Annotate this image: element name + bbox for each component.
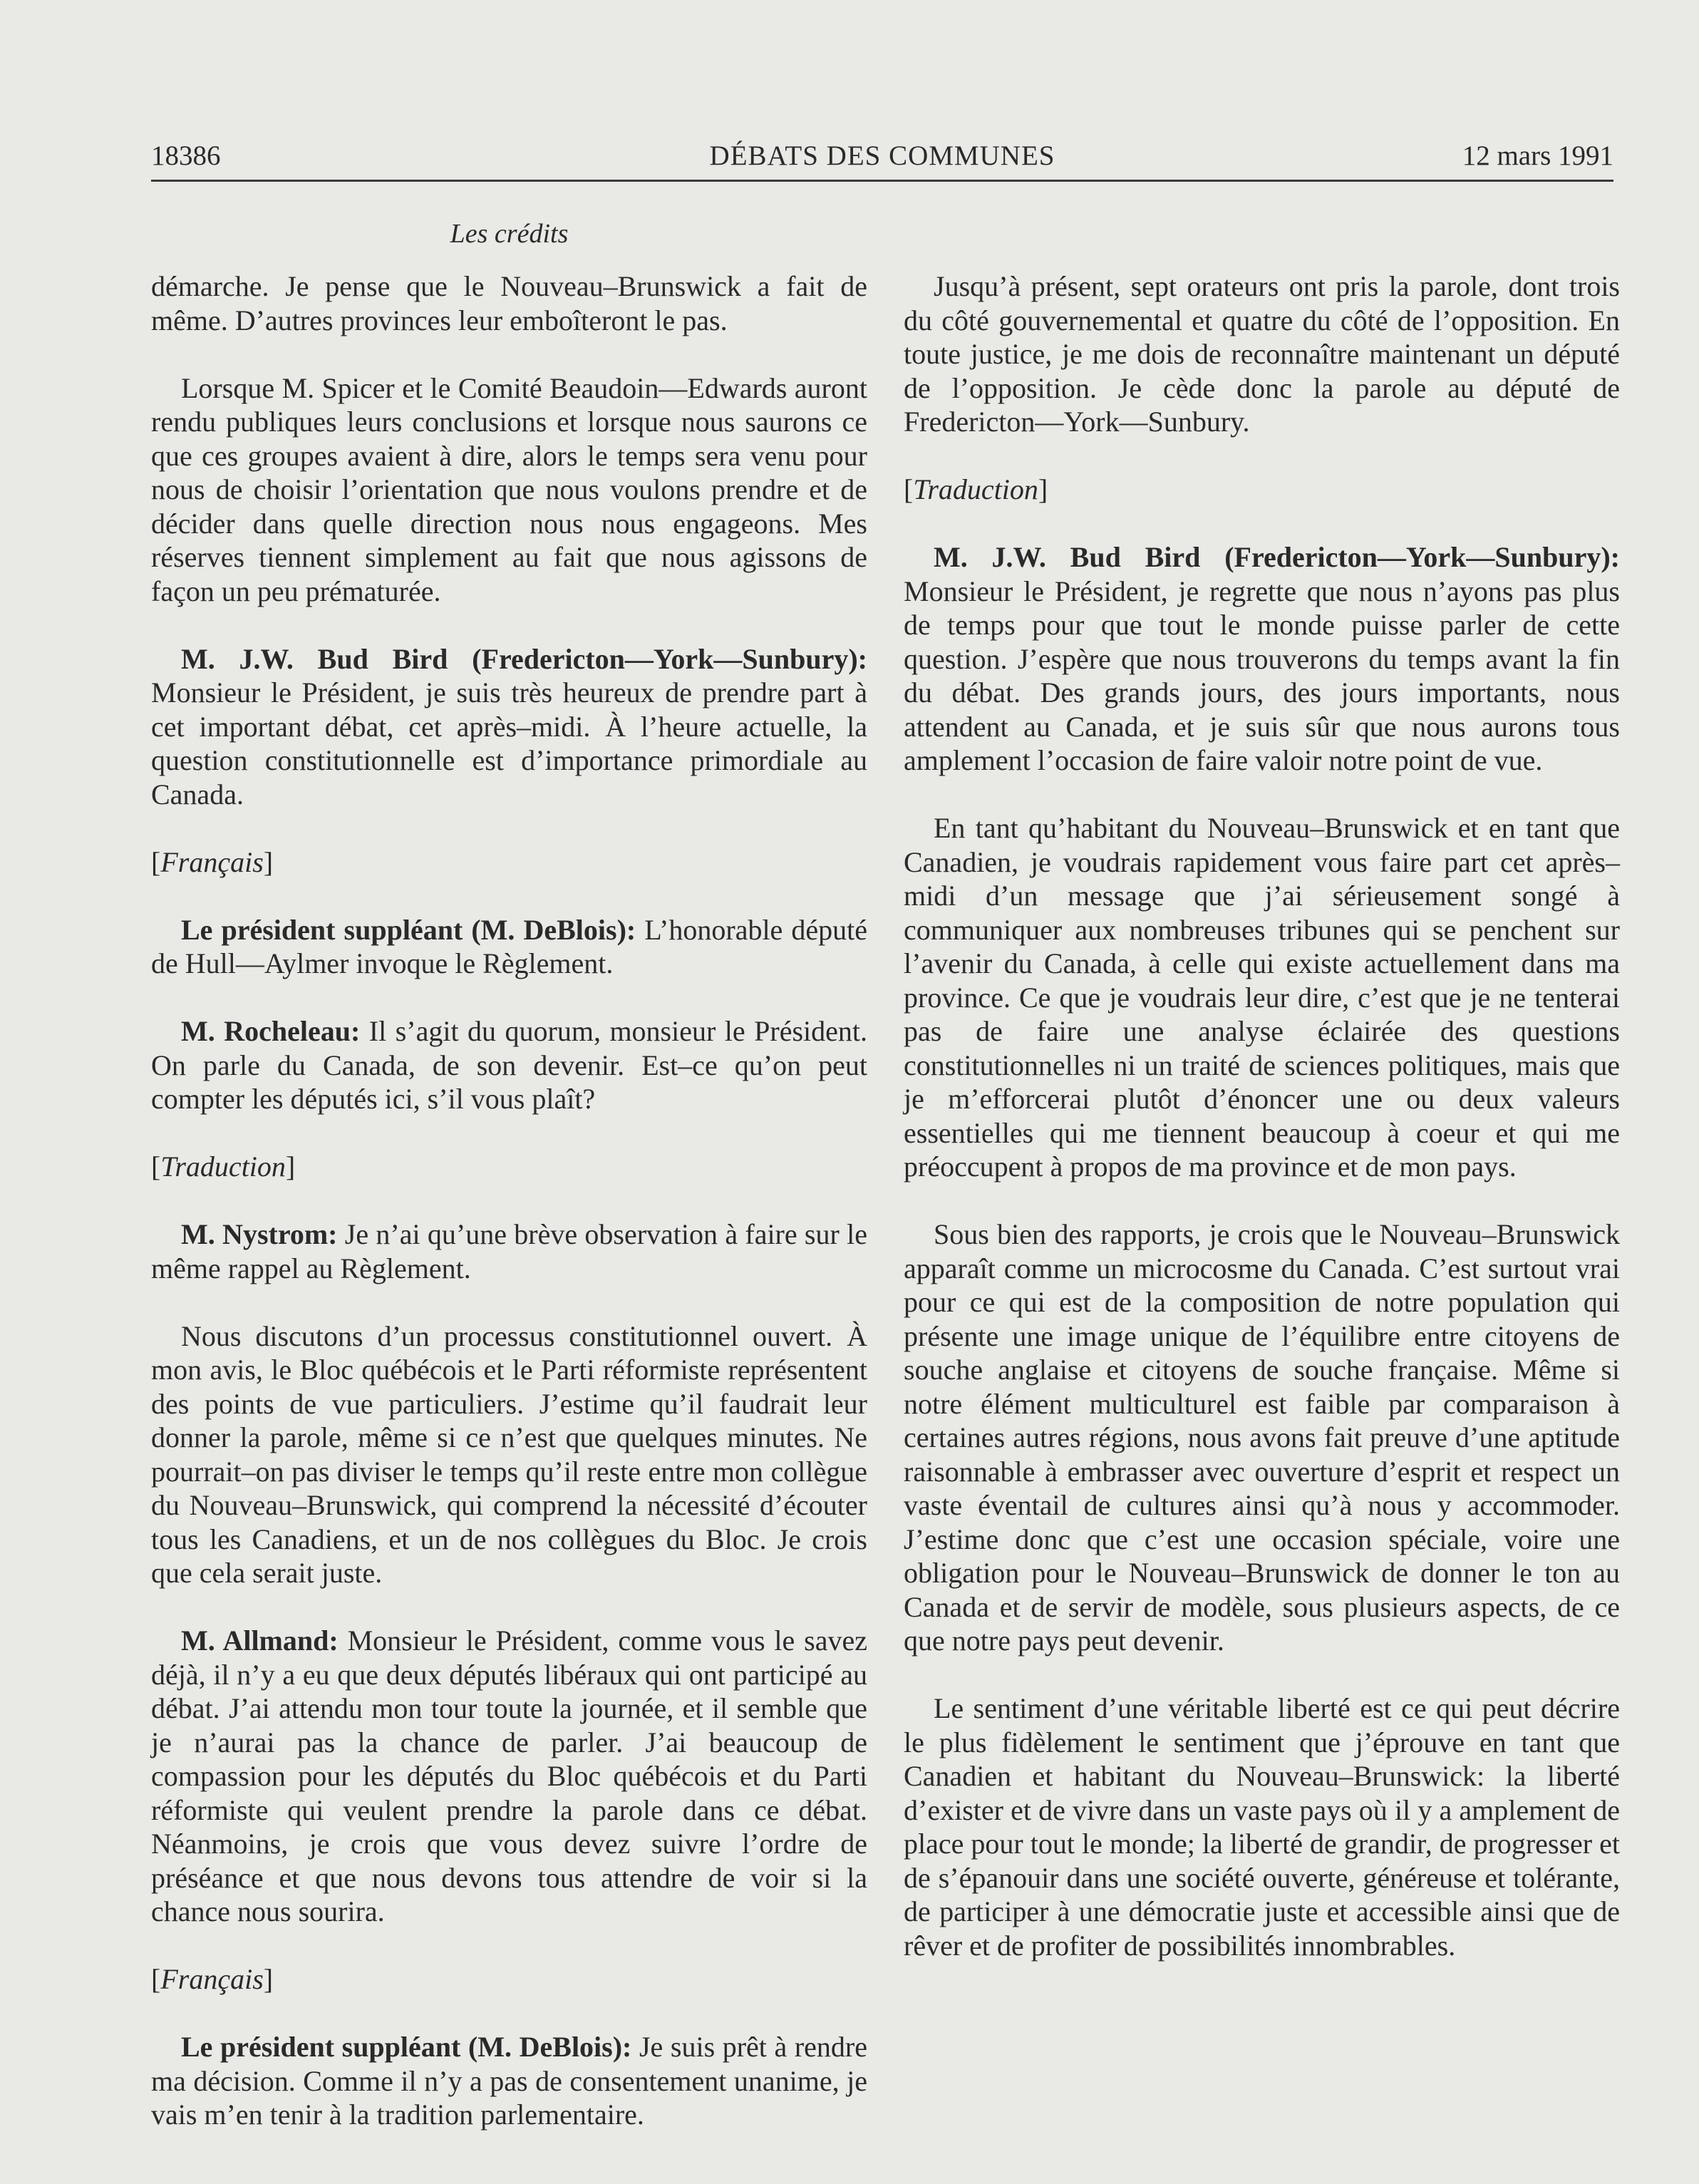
left-column (151, 269, 867, 2165)
body-paragraph: Sous bien des rapports, je crois que le Nouveau–Brunswick apparaît comme un microcosme du Canada. C’est surtout vrai pour ce qui est de la composition de notre population qui présente une image unique de l’équilibre entre citoyens de souche anglaise et citoyens de souche française. Même si notre élément multiculturel est faible par comparaison à certaines autres régions, nous avons fait preuve d’une aptitude raisonnable à embrasser avec ouverture d’esprit et respect un vaste éventail de cultures ainsi qu’à nous y accommoder. J’estime donc que c’est une occasion spéciale, voire une obligation pour le Nouveau–Brunswick de donner le ton au Canada et de servir de modèle, sous plusieurs aspects, de ce que notre pays peut devenir. (904, 1218, 1620, 1657)
speech-text: Monsieur le Président, comme vous le savez déjà, il n’y a eu que deux députés libéraux qui ont participé au débat. J’ai attendu mon tour toute la journée, et il semble que je n’aurai pas la chance de parler. J’ai beaucoup de compassion pour les députés du Bloc québécois et du Parti réformiste qui veulent prendre la parole dans ce débat. Néanmoins, je crois que vous devez suivre l’ordre de préséance et que nous devons tous attendre de voir si la chance nous sourira. (151, 1624, 867, 1927)
language-tag-text: Traduction (160, 1150, 286, 1183)
language-tag-text: Français (160, 1963, 264, 1995)
speech-paragraph (151, 913, 867, 981)
speaker-name: M. Allmand: (181, 1624, 339, 1657)
publication-date: 12 mars 1991 (1462, 140, 1613, 171)
speaker-name: M. J.W. Bud Bird (Fredericton—York—Sunbury): (934, 541, 1620, 573)
body-paragraph: Le sentiment d’une véritable liberté est ce qui peut décrire le plus fidèlement le sentiment que j’éprouve en tant que Canadien et habitant du Nouveau–Brunswick: la liberté d’exister et de vivre dans un vaste pays où il y a amplement de place pour tout le monde; la liberté de grandir, de progresser et de s’épanouir dans une société ouverte, généreuse et tolérante, de participer à une démocratie juste et accessible ainsi que de rêver et de profiter de possibilités innombrables. (904, 1692, 1620, 1962)
body-paragraph: Lorsque M. Spicer et le Comité Beaudoin—Edwards auront rendu publiques leurs conclusions et lorsque nous saurons ce que ces groupes avaient à dire, alors le temps sera venu pour nous de choisir l’orientation que nous voulons prendre et de décider dans quelle direction nous nous engageons. Mes réserves tiennent simplement au fait que nous agissons de façon un peu prématurée. (151, 371, 867, 607)
language-tag: [Traduction] (151, 1150, 296, 1183)
speech-text: Il s’agit du quorum, monsieur le Président. On parle du Canada, de son devenir. Est–ce qu’on peut compter les députés ici, s’il vous plaît? (151, 1015, 867, 1115)
speaker-name: Le président suppléant (M. DeBlois): (181, 2031, 632, 2063)
publication-title: DÉBATS DES COMMUNES (709, 140, 1055, 171)
right-column (904, 269, 1620, 1997)
speech-paragraph (151, 642, 867, 812)
speech-paragraph (904, 540, 1620, 778)
body-paragraph: En tant qu’habitant du Nouveau–Brunswick et en tant que Canadien, je voudrais rapidement vous faire part cet après–midi d’un message que j’ai sérieusement songé à communiquer aux nombreuses tribunes qui se penchent sur l’avenir du Canada, à celle qui existe actuellement dans ma province. Ce que je voudrais leur dire, c’est que je ne tenterai pas de faire une analyse éclairée des questions constitutionnelles ni un traité de sciences politiques, mais que je m’efforcerai plutôt d’énoncer une ou deux valeurs essentielles qui me tiennent beaucoup à coeur et qui me préoccupent à propos de ma province et de mon pays. (904, 812, 1620, 1183)
speaker-name: M. Nystrom: (181, 1218, 338, 1250)
speech-text: Je suis prêt à rendre ma décision. Comme il n’y a pas de consentement unanime, je vais m’en tenir à la tradition parlementaire. (151, 2031, 867, 2131)
speech-text: L’honorable député de Hull—Aylmer invoque le Règlement. (151, 913, 867, 979)
body-paragraph: Nous discutons d’un processus constitutionnel ouvert. À mon avis, le Bloc québécois et le Parti réformiste représentent des points de vue particuliers. J’estime qu’il faudrait leur donner la parole, même si ce n’est que quelques minutes. Ne pourrait–on pas diviser le temps qu’il reste entre mon collègue du Nouveau–Brunswick, qui comprend la nécessité d’écouter tous les Canadiens, et un de nos collègues du Bloc. Je crois que cela serait juste. (151, 1319, 867, 1589)
speaker-name: M. Rocheleau: (181, 1015, 361, 1047)
speaker-name: Le président suppléant (M. DeBlois): (181, 913, 636, 946)
speech-paragraph (151, 1014, 867, 1116)
speech-paragraph (151, 1217, 867, 1285)
speech-text: Monsieur le Président, je regrette que nous n’ayons pas plus de temps pour que tout le monde puisse parler de cette question. J’espère que nous trouverons du temps avant la fin du débat. Des grands jours, des jours importants, nous attendent au Canada, et je suis sûr que nous aurons tous amplement l’occasion de faire valoir notre point de vue. (904, 575, 1620, 776)
body-paragraph: Jusqu’à présent, sept orateurs ont pris la parole, dont trois du côté gouvernemental et quatre du côté de l’opposition. En toute justice, je me dois de reconnaître maintenant un député de l’opposition. Je cède donc la parole au député de Fredericton—York—Sunbury. (904, 270, 1620, 438)
speech-text: Je n’ai qu’une brève observation à faire sur le même rappel au Règlement. (151, 1218, 867, 1284)
language-tag-text: Français (160, 845, 264, 878)
body-paragraph: démarche. Je pense que le Nouveau–Brunswick a fait de même. D’autres provinces leur emboîteront le pas. (151, 270, 867, 336)
language-tag: [Français] (151, 1963, 274, 1995)
speech-paragraph (151, 1624, 867, 1929)
language-tag-text: Traduction (913, 473, 1038, 505)
section-title: Les crédits (450, 219, 569, 249)
speech-text: Monsieur le Président, je suis très heureux de prendre part à cet important débat, cet après–midi. À l’heure actuelle, la question constitutionnelle est d’importance primordiale au Canada. (151, 676, 867, 810)
speaker-name: M. J.W. Bud Bird (Fredericton—York—Sunbury): (181, 642, 867, 675)
language-tag: [Traduction] (904, 473, 1048, 505)
speech-paragraph (151, 2030, 867, 2132)
language-tag: [Français] (151, 845, 274, 878)
page-number: 18386 (151, 140, 221, 171)
page-header (151, 140, 1613, 182)
